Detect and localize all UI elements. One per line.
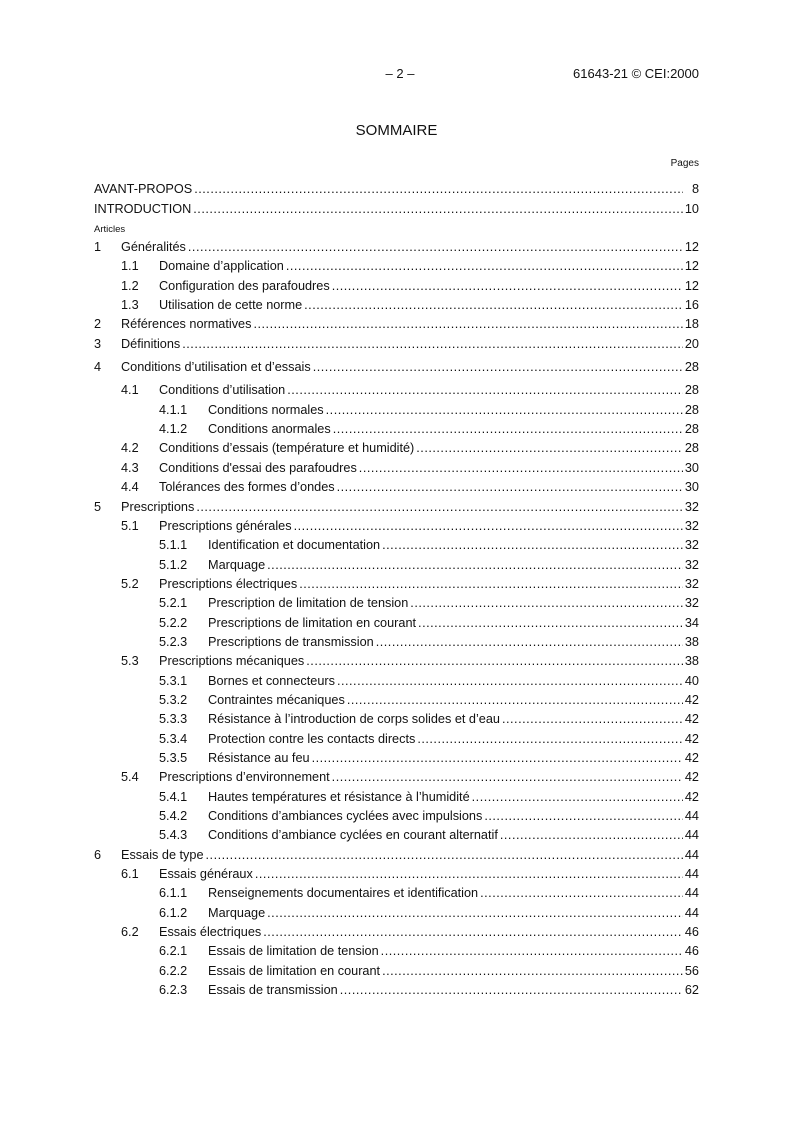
toc-entry-page: 18 <box>684 317 699 332</box>
toc-entry[interactable] <box>94 961 699 980</box>
toc-entry-title: Prescriptions <box>121 499 195 514</box>
toc-entry[interactable] <box>94 575 699 594</box>
toc-dot-leader <box>294 517 683 536</box>
toc-entry-number: 5.1.2 <box>159 557 188 572</box>
toc-entry-title: Essais de limitation de tension <box>208 944 379 959</box>
toc-dot-leader <box>332 768 683 787</box>
toc-entry-title: Conditions d’utilisation <box>159 383 286 398</box>
toc-dot-leader <box>312 749 683 768</box>
toc-entry-number: 1.1 <box>121 259 139 274</box>
toc-dot-leader <box>417 730 683 749</box>
toc-entry-number: 5.3 <box>121 654 139 669</box>
toc-entry-title: Tolérances des formes d’ondes <box>159 480 335 495</box>
toc-entry-page: 44 <box>684 867 699 882</box>
toc-entry-page: 32 <box>684 538 699 553</box>
toc-entry[interactable] <box>94 749 699 768</box>
toc-entry[interactable] <box>94 729 699 748</box>
toc-entry-number: 3 <box>94 336 102 351</box>
toc-dot-leader <box>304 296 683 315</box>
toc-entry-number: 5.3.1 <box>159 673 188 688</box>
toc-entry-page: 30 <box>684 480 699 495</box>
toc-entry[interactable] <box>94 787 699 806</box>
toc-dot-leader <box>410 594 683 613</box>
toc-entry[interactable] <box>94 865 699 884</box>
toc-entry-number: 2 <box>94 317 102 332</box>
toc-entry[interactable] <box>94 768 699 787</box>
toc-entry[interactable] <box>94 536 699 555</box>
toc-entry[interactable] <box>94 652 699 671</box>
toc-entry-page: 40 <box>684 673 699 688</box>
toc-entry-title: Domaine d’application <box>159 259 284 274</box>
toc-entry-number: 5.1.1 <box>159 538 188 553</box>
toc-dot-leader <box>382 962 683 981</box>
toc-entry[interactable] <box>94 845 699 864</box>
toc-entry-number: 4.3 <box>121 460 139 475</box>
toc-entry-page: 42 <box>684 712 699 727</box>
toc-entry-page: 10 <box>684 201 699 216</box>
toc-entry[interactable] <box>94 884 699 903</box>
toc-entry-number: 6 <box>94 847 102 862</box>
toc-entry[interactable] <box>94 334 699 353</box>
page-number: – 2 – <box>385 66 415 81</box>
toc-entry-title: Conditions normales <box>208 402 324 417</box>
toc-entry-page: 38 <box>684 634 699 649</box>
toc-dot-leader <box>347 691 683 710</box>
toc-dot-leader <box>332 277 683 296</box>
toc-dot-leader <box>340 981 683 1000</box>
toc-entry-title: Contraintes mécaniques <box>208 692 345 707</box>
toc-dot-leader <box>484 807 683 826</box>
toc-dot-leader <box>480 884 683 903</box>
toc-entry[interactable] <box>94 807 699 826</box>
toc-entry-title: INTRODUCTION <box>94 201 192 216</box>
toc-entry-number: 5.2.1 <box>159 596 188 611</box>
toc-entry-number: 4.1.1 <box>159 402 188 417</box>
toc-entry-page: 46 <box>684 925 699 940</box>
toc-entry[interactable] <box>94 381 699 400</box>
toc-dot-leader <box>306 652 683 671</box>
toc-dot-leader <box>337 478 683 497</box>
toc-entry[interactable] <box>94 478 699 497</box>
toc-entry-title: Protection contre les contacts directs <box>208 731 416 746</box>
toc-entry-number: 5.4 <box>121 770 139 785</box>
toc-entry[interactable] <box>94 903 699 922</box>
toc-entry-number: 5.2.2 <box>159 615 188 630</box>
toc-entry-page: 28 <box>684 441 699 456</box>
toc-entry-title: Essais généraux <box>159 867 253 882</box>
toc-dot-leader <box>500 826 683 845</box>
toc-entry-title: Prescription de limitation de tension <box>208 596 409 611</box>
toc-dot-leader <box>359 459 683 478</box>
toc-entry-title: Prescriptions électriques <box>159 576 298 591</box>
toc-entry[interactable] <box>94 555 699 574</box>
toc-entry-page: 12 <box>684 278 699 293</box>
toc-dot-leader <box>381 942 683 961</box>
toc-entry-number: 5.3.4 <box>159 731 188 746</box>
toc-entry[interactable] <box>94 276 699 295</box>
toc-entry[interactable] <box>94 710 699 729</box>
toc-entry-page: 28 <box>684 360 699 375</box>
toc-entry-page: 44 <box>684 847 699 862</box>
toc-entry-number: 5.2 <box>121 576 139 591</box>
toc-entry-title: Essais électriques <box>159 925 262 940</box>
toc-entry-page: 46 <box>684 944 699 959</box>
toc-entry-page: 8 <box>691 182 699 197</box>
toc-entry-number: 6.2.3 <box>159 983 188 998</box>
page-title: SOMMAIRE <box>355 122 438 139</box>
toc-entry[interactable] <box>94 458 699 477</box>
toc-entry-title: Essais de transmission <box>208 983 338 998</box>
toc-dot-leader <box>502 710 683 729</box>
pages-column-label: Pages <box>670 158 699 169</box>
toc-entry-title: Essais de limitation en courant <box>208 963 381 978</box>
toc-entry-number: 4.4 <box>121 480 139 495</box>
toc-entry-title: Conditions anormales <box>208 422 331 437</box>
toc-entry-title: Utilisation de cette norme <box>159 298 303 313</box>
toc-dot-leader <box>182 335 683 354</box>
toc-entry-page: 12 <box>684 240 699 255</box>
toc-entry-page: 42 <box>684 789 699 804</box>
toc-entry-page: 62 <box>684 983 699 998</box>
toc-entry-number: 5.3.5 <box>159 750 188 765</box>
toc-entry-number: 6.1 <box>121 867 139 882</box>
toc-dot-leader <box>337 672 683 691</box>
toc-entry[interactable] <box>94 691 699 710</box>
toc-entry-title: Résistance à l’introduction de corps solides et d’eau <box>208 712 500 727</box>
toc-entry-page: 28 <box>684 402 699 417</box>
toc-entry-number: 5 <box>94 499 102 514</box>
articles-label: Articles <box>94 223 126 235</box>
toc-dot-leader <box>287 381 683 400</box>
toc-entry-number: 4.1 <box>121 383 139 398</box>
toc-entry[interactable] <box>94 199 699 218</box>
toc-entry-page: 34 <box>684 615 699 630</box>
toc-dot-leader <box>286 257 683 276</box>
toc-entry-title: Conditions d’essais (température et humidité) <box>159 441 415 456</box>
toc-entry-page: 44 <box>684 828 699 843</box>
toc-entry-title: Prescriptions de limitation en courant <box>208 615 417 630</box>
toc-entry-page: 16 <box>684 298 699 313</box>
toc-dot-leader <box>472 788 683 807</box>
toc-entry[interactable] <box>94 315 699 334</box>
toc-entry[interactable] <box>94 671 699 690</box>
toc-entry[interactable] <box>94 517 699 536</box>
toc-entry[interactable] <box>94 613 699 632</box>
toc-entry-number: 6.1.2 <box>159 905 188 920</box>
toc-entry-page: 28 <box>684 383 699 398</box>
toc-entry-title: Prescriptions mécaniques <box>159 654 305 669</box>
toc-entry-title: Références normatives <box>121 317 252 332</box>
toc-entry-page: 42 <box>684 770 699 785</box>
toc-entry-title: Identification et documentation <box>208 538 381 553</box>
toc-dot-leader <box>267 556 683 575</box>
toc-dot-leader <box>263 923 683 942</box>
toc-entry-title: Résistance au feu <box>208 750 310 765</box>
toc-dot-leader <box>267 904 683 923</box>
toc-entry-page: 42 <box>684 692 699 707</box>
toc-entry-title: Définitions <box>121 336 181 351</box>
toc-entry-page: 12 <box>684 259 699 274</box>
toc-entry-number: 5.4.1 <box>159 789 188 804</box>
toc-entry-title: Renseignements documentaires et identification <box>208 886 479 901</box>
toc-entry-page: 32 <box>684 596 699 611</box>
toc-entry-page: 44 <box>684 905 699 920</box>
toc-entry[interactable] <box>94 923 699 942</box>
toc-entry-number: 4 <box>94 360 102 375</box>
toc-entry-number: 5.4.2 <box>159 809 188 823</box>
toc-entry-title: Conditions d’ambiances cyclées avec impulsions <box>208 809 483 823</box>
toc-entry-number: 1 <box>94 240 102 255</box>
toc-dot-leader <box>255 865 683 884</box>
toc-dot-leader <box>194 180 683 199</box>
toc-dot-leader <box>299 575 683 594</box>
toc-dot-leader <box>253 315 682 334</box>
toc-dot-leader <box>382 536 683 555</box>
toc-entry-number: 6.1.1 <box>159 886 188 901</box>
toc-entry-page: 28 <box>684 422 699 437</box>
toc-entry[interactable] <box>94 257 699 276</box>
toc-entry-page: 56 <box>684 963 699 978</box>
toc-entry[interactable] <box>94 400 699 419</box>
toc-entry[interactable] <box>94 180 699 199</box>
toc-dot-leader <box>188 238 683 257</box>
toc-entry-number: 5.1 <box>121 518 139 533</box>
toc-entry-title: Essais de type <box>121 847 204 862</box>
toc-entry-page: 44 <box>684 886 699 901</box>
toc-entry-page: 32 <box>684 518 699 533</box>
toc-entry[interactable] <box>94 981 699 1000</box>
toc-entry-number: 6.2.2 <box>159 963 188 978</box>
toc-entry-title: AVANT-PROPOS <box>94 182 193 197</box>
table-of-contents <box>94 180 699 1000</box>
toc-dot-leader <box>416 439 683 458</box>
toc-dot-leader <box>376 633 683 652</box>
toc-dot-leader <box>193 200 683 219</box>
toc-entry-page: 32 <box>684 499 699 514</box>
toc-entry-title: Marquage <box>208 905 266 920</box>
toc-entry-page: 38 <box>684 654 699 669</box>
toc-entry[interactable] <box>94 420 699 439</box>
toc-entry-title: Bornes et connecteurs <box>208 673 335 688</box>
toc-entry-number: 5.3.3 <box>159 712 188 727</box>
toc-entry-title: Conditions d’ambiance cyclées en courant alternatif <box>208 828 498 843</box>
toc-entry[interactable] <box>94 497 699 516</box>
toc-entry-number: 6.2 <box>121 925 139 940</box>
toc-dot-leader <box>206 846 683 865</box>
toc-entry-page: 30 <box>684 460 699 475</box>
toc-dot-leader <box>418 614 683 633</box>
toc-dot-leader <box>313 358 683 377</box>
toc-entry-title: Prescriptions générales <box>159 518 292 533</box>
toc-entry-page: 42 <box>684 731 699 746</box>
toc-entry-number: 6.2.1 <box>159 944 188 959</box>
toc-entry-number: 1.3 <box>121 298 139 313</box>
toc-entry-page: 42 <box>684 750 699 765</box>
toc-entry-number: 5.2.3 <box>159 634 188 649</box>
toc-entry-number: 4.2 <box>121 441 139 456</box>
toc-entry-number: 4.1.2 <box>159 422 188 437</box>
document-reference: 61643-21 © CEI:2000 <box>573 66 699 81</box>
toc-entry-number: 5.4.3 <box>159 828 188 843</box>
toc-dot-leader <box>333 420 683 439</box>
toc-entry-page: 32 <box>684 576 699 591</box>
toc-entry[interactable] <box>94 826 699 845</box>
toc-dot-leader <box>196 498 683 517</box>
toc-entry-number: 1.2 <box>121 278 139 293</box>
toc-entry-page: 32 <box>684 557 699 572</box>
toc-entry-title: Configuration des parafoudres <box>159 278 330 293</box>
toc-entry[interactable] <box>94 942 699 961</box>
toc-entry-title: Prescriptions d’environnement <box>159 770 330 785</box>
toc-entry-title: Généralités <box>121 240 186 255</box>
toc-entry-title: Marquage <box>208 557 266 572</box>
toc-entry[interactable] <box>94 633 699 652</box>
toc-entry[interactable] <box>94 296 699 315</box>
toc-entry-page: 20 <box>684 336 699 351</box>
toc-entry[interactable] <box>94 594 699 613</box>
toc-entry-title: Conditions d'essai des parafoudres <box>159 460 357 475</box>
toc-dot-leader <box>326 401 683 420</box>
toc-entry-page: 44 <box>684 809 699 823</box>
toc-entry[interactable] <box>94 358 699 377</box>
toc-entry-title: Hautes températures et résistance à l’humidité <box>208 789 470 804</box>
toc-entry[interactable] <box>94 238 699 257</box>
toc-entry[interactable] <box>94 439 699 458</box>
toc-entry-number: 5.3.2 <box>159 692 188 707</box>
toc-entry-title: Prescriptions de transmission <box>208 634 374 649</box>
toc-entry-title: Conditions d’utilisation et d’essais <box>121 360 311 375</box>
